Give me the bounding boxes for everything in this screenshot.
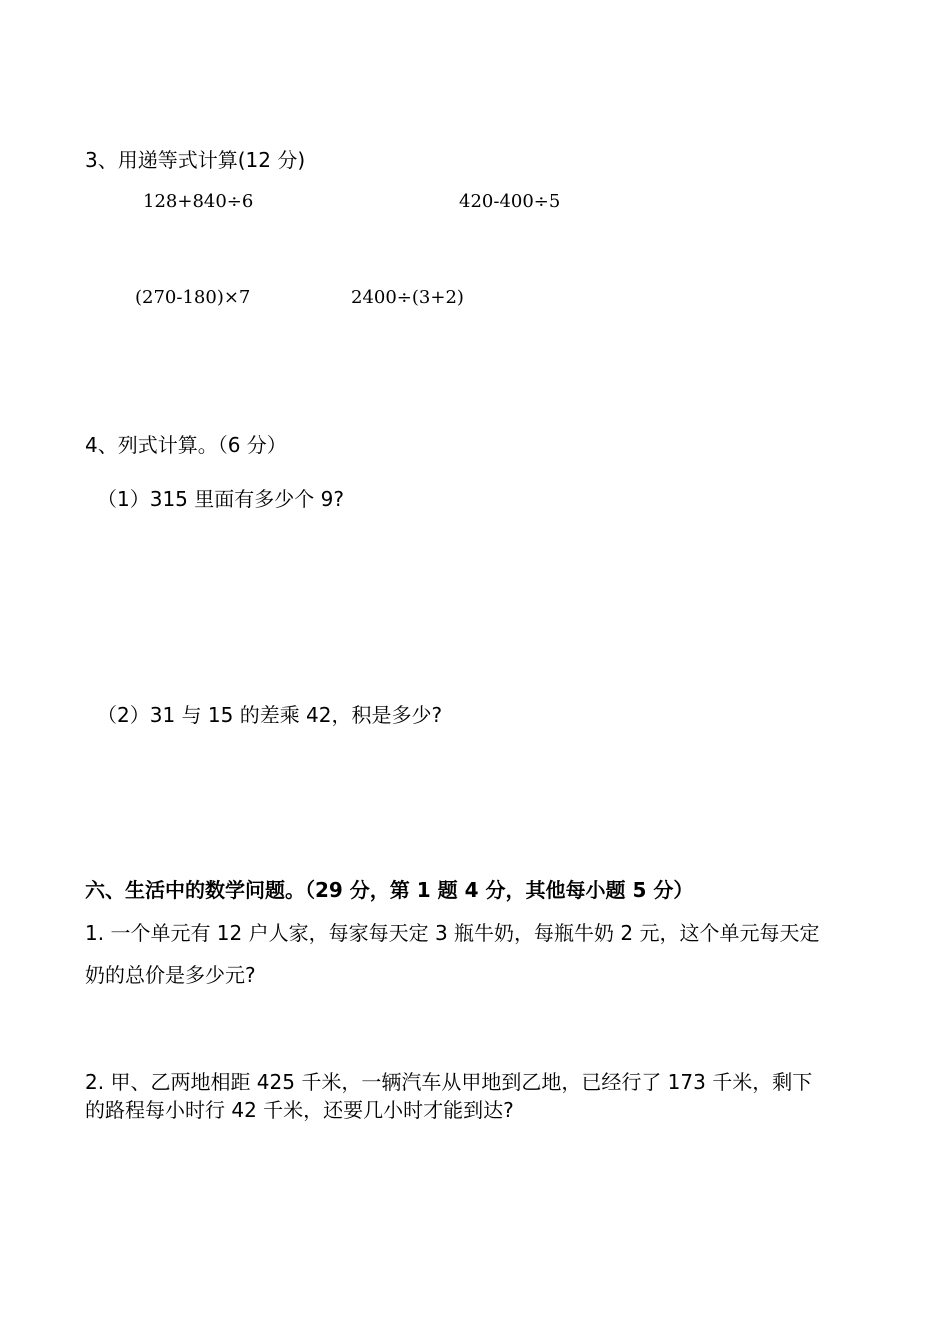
- question-2: （2）31 与 15 的差乘 42，积是多少?: [97, 703, 443, 727]
- expression-4: 2400÷(3+2): [351, 287, 464, 308]
- expression-1: 128+840÷6: [143, 191, 254, 212]
- problem-2-line-2: 的路程每小时行 42 千米，还要几小时才能到达?: [85, 1098, 514, 1122]
- expression-3: (270-180)×7: [135, 287, 251, 308]
- question-1: （1）315 里面有多少个 9?: [97, 487, 344, 511]
- expression-2: 420-400÷5: [459, 191, 561, 212]
- problem-1-line-2: 奶的总价是多少元?: [85, 963, 256, 987]
- problem-1-line-1: 1. 一个单元有 12 户人家，每家每天定 3 瓶牛奶，每瓶牛奶 2 元，这个单元每天定: [85, 921, 820, 945]
- section-6-heading: 六、生活中的数学问题。（29 分，第 1 题 4 分，其他每小题 5 分）: [85, 878, 694, 902]
- problem-2-line-1: 2. 甲、乙两地相距 425 千米，一辆汽车从甲地到乙地，已经行了 173 千米，剩下: [85, 1070, 813, 1094]
- section-3-heading: 3、用递等式计算(12 分): [85, 148, 306, 172]
- section-4-heading: 4、列式计算。（6 分）: [85, 433, 287, 457]
